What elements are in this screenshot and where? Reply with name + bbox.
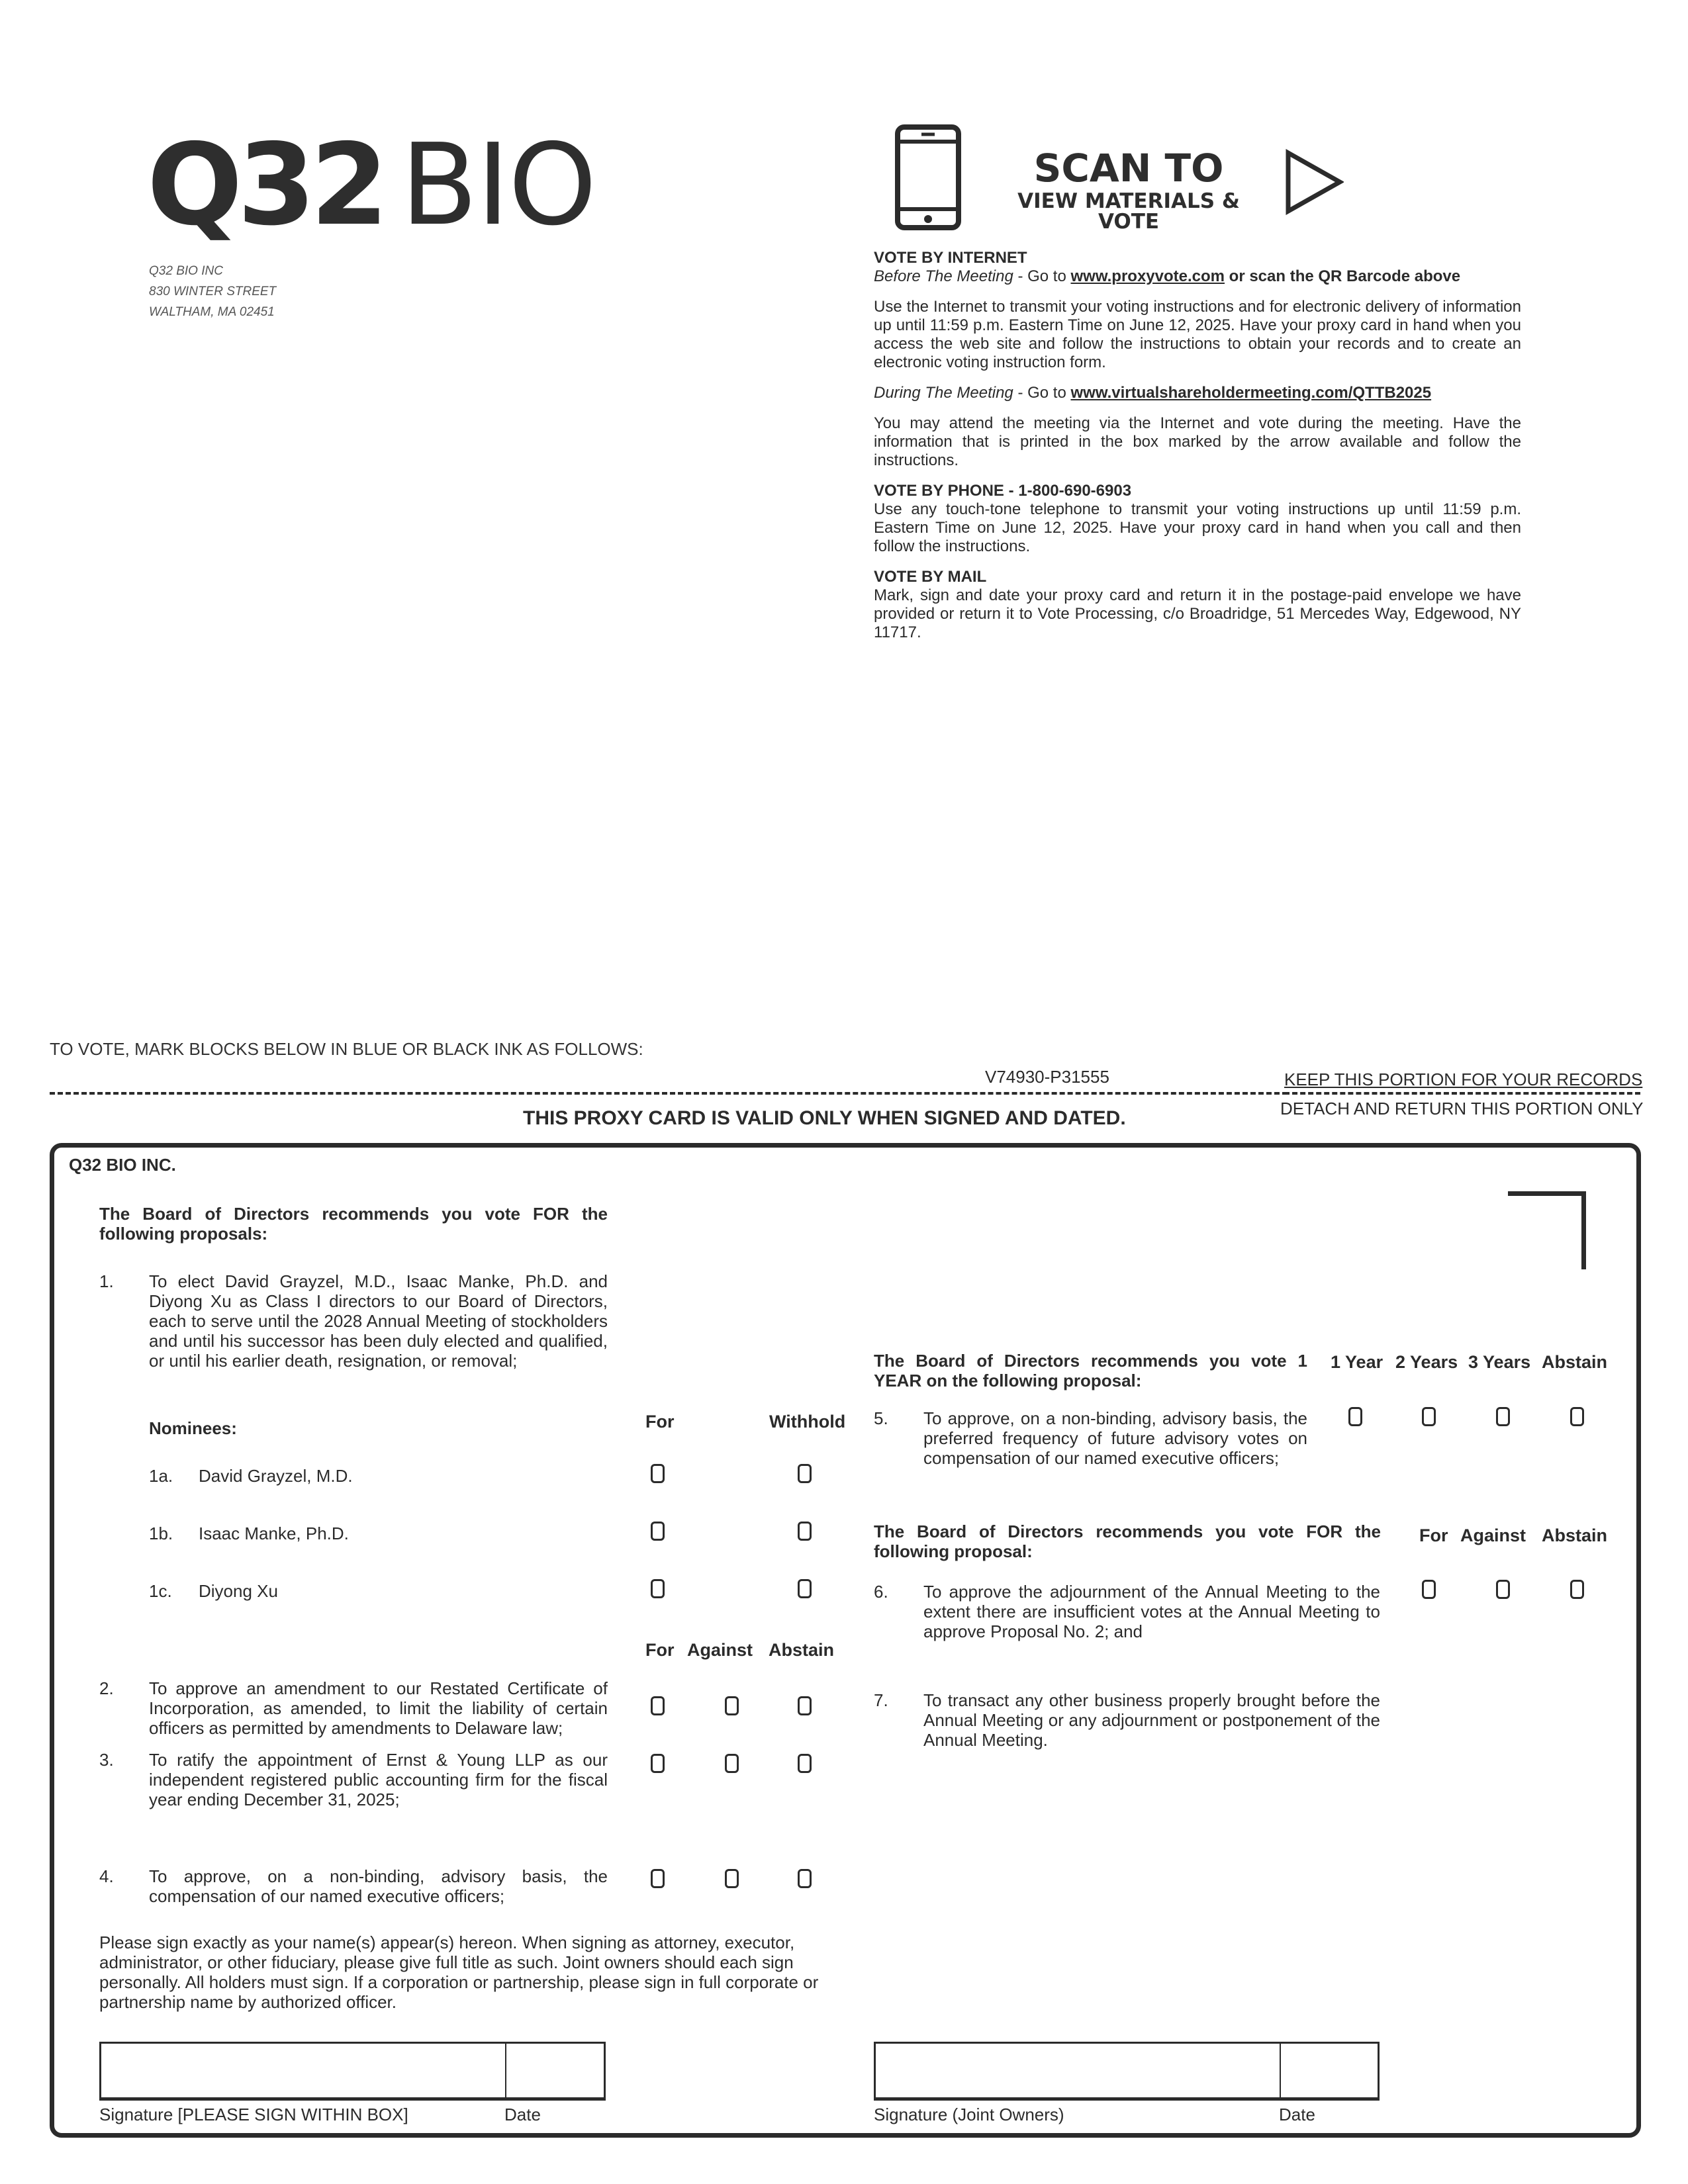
address-line: WALTHAM, MA 02451 (149, 305, 275, 319)
detach-line (1284, 1092, 1640, 1095)
col-abstain: Abstain (1542, 1352, 1608, 1372)
nominee-name: Diyong Xu (199, 1581, 278, 1601)
vote-internet-during-body: You may attend the meeting via the Internet and vote during the meeting. Have the information that is printed in the box marked by the arrow available and follow the instructions. (874, 414, 1521, 469)
date-divider (1280, 2044, 1281, 2097)
nominee-1c-withhold-checkbox[interactable] (798, 1579, 812, 1598)
scan-heading (986, 146, 1271, 234)
detach-line (50, 1092, 1288, 1095)
proposal-number: 7. (874, 1690, 888, 1710)
control-code: V74930-P31555 (985, 1067, 1109, 1087)
proposal-5-3years-checkbox[interactable] (1496, 1407, 1510, 1426)
vote-phone-heading: VOTE BY PHONE - 1-800-690-6903 (874, 482, 1132, 500)
nominee-number: 1a. (149, 1466, 173, 1486)
proposal-5-text: To approve, on a non-binding, advisory basis, the preferred frequency of future advisory votes on compensation of our named executive officers; (923, 1408, 1307, 1468)
proposal-4-against-checkbox[interactable] (725, 1869, 739, 1888)
proposal-5-1year-checkbox[interactable] (1348, 1407, 1362, 1426)
company-logo (147, 120, 596, 251)
proposal-4-abstain-checkbox[interactable] (798, 1869, 812, 1888)
col-abstain: Abstain (1542, 1525, 1608, 1545)
proposal-2-abstain-checkbox[interactable] (798, 1696, 812, 1715)
col-1-year: 1 Year (1331, 1352, 1383, 1372)
proposal-number: 1. (99, 1271, 114, 1291)
signature-box[interactable] (99, 2042, 606, 2101)
voting-instructions (874, 249, 1521, 642)
col-2-years: 2 Years (1395, 1352, 1458, 1372)
proxyvote-link[interactable]: www.proxyvote.com (1070, 267, 1225, 285)
vote-mail-heading: VOTE BY MAIL (874, 568, 987, 586)
nominee-1a-withhold-checkbox[interactable] (798, 1464, 812, 1483)
logo-mark: Q32 (147, 120, 384, 251)
proposal-6-text: To approve the adjournment of the Annual Meeting to the extent there are insufficient votes at the Annual Meeting to approve Proposal No. 2; and (923, 1582, 1380, 1641)
before-meeting-label: Before The Meeting (874, 267, 1013, 285)
proposal-3-for-checkbox[interactable] (651, 1754, 665, 1773)
col-against: Against (1460, 1525, 1526, 1545)
nominees-label: Nominees: (149, 1418, 237, 1438)
nominee-1a-for-checkbox[interactable] (651, 1464, 665, 1483)
joint-signature-box[interactable] (874, 2042, 1380, 2101)
ink-instruction: TO VOTE, MARK BLOCKS BELOW IN BLUE OR BLACK INK AS FOLLOWS: (50, 1039, 643, 1059)
valid-notice: THIS PROXY CARD IS VALID ONLY WHEN SIGNED AND DATED. (523, 1107, 1126, 1129)
proposal-7-text: To transact any other business properly brought before the Annual Meeting or any adjournment or postponement of the Annual Meeting. (923, 1690, 1380, 1750)
proposal-6-abstain-checkbox[interactable] (1570, 1580, 1584, 1599)
logo-wordmark: BIO (400, 120, 596, 251)
detach-portion: DETACH AND RETURN THIS PORTION ONLY (1280, 1099, 1644, 1118)
corner-mark (1508, 1191, 1586, 1269)
during-meeting-label: During The Meeting (874, 384, 1013, 402)
proposal-5-abstain-checkbox[interactable] (1570, 1407, 1584, 1426)
col-for: For (645, 1412, 675, 1432)
date-label: Date (504, 2105, 541, 2124)
proposal-3-text: To ratify the appointment of Ernst & Young LLP as our independent registered public accounting firm for the fiscal year ending December 31, 2025; (149, 1750, 608, 1809)
col-3-years: 3 Years (1468, 1352, 1531, 1372)
col-abstain: Abstain (769, 1640, 835, 1660)
col-for: For (645, 1640, 675, 1660)
nominee-1c-for-checkbox[interactable] (651, 1579, 665, 1598)
nominee-1b-for-checkbox[interactable] (651, 1522, 665, 1541)
col-withhold: Withhold (769, 1412, 846, 1432)
vote-internet-during (874, 384, 1521, 402)
recommend-for-heading: The Board of Directors recommends you vote FOR the following proposals: (99, 1204, 608, 1244)
signing-instructions: Please sign exactly as your name(s) appear(s) hereon. When signing as attorney, executor, administrator, or other fiduciary, please give full title as such. Joint owners should each sign personally. All holders must sign. If a corporation or partnership, please sign in full corporate or partnership name by authorized officer. (99, 1933, 819, 2012)
recommend-1year-heading: The Board of Directors recommends you vote 1 YEAR on the following proposal: (874, 1351, 1307, 1390)
go-to-text: - Go to (1013, 384, 1071, 402)
signature-label: Signature [PLEASE SIGN WITHIN BOX] (99, 2105, 408, 2124)
proposal-6-for-checkbox[interactable] (1422, 1580, 1436, 1599)
proposal-4-text: To approve, on a non-binding, advisory basis, the compensation of our named executive officers; (149, 1866, 608, 1906)
proposal-number: 4. (99, 1866, 114, 1886)
go-to-text: - Go to (1013, 267, 1071, 285)
nominee-number: 1c. (149, 1581, 172, 1601)
company-address (149, 261, 276, 322)
scan-title: SCAN TO (1033, 146, 1224, 191)
play-arrow-icon (1284, 149, 1344, 218)
nominee-1b-withhold-checkbox[interactable] (798, 1522, 812, 1541)
phone-icon (895, 124, 961, 234)
date-divider (505, 2044, 506, 2097)
proposal-2-against-checkbox[interactable] (725, 1696, 739, 1715)
proposal-3-against-checkbox[interactable] (725, 1754, 739, 1773)
date-label: Date (1279, 2105, 1315, 2124)
col-against: Against (687, 1640, 753, 1660)
proposal-2-text: To approve an amendment to our Restated Certificate of Incorporation, as amended, to limit the liability of certain officers as permitted by amendments to Delaware law; (149, 1678, 608, 1738)
proposal-number: 3. (99, 1750, 114, 1770)
address-line: Q32 BIO INC (149, 264, 223, 278)
proposal-number: 5. (874, 1408, 888, 1428)
proposal-6-against-checkbox[interactable] (1496, 1580, 1510, 1599)
address-line: 830 WINTER STREET (149, 285, 277, 298)
nominee-name: David Grayzel, M.D. (199, 1466, 353, 1486)
proposal-1-text: To elect David Grayzel, M.D., Isaac Manke, Ph.D. and Diyong Xu as Class I directors to our Board of Directors, each to serve until the 2028 Annual Meeting of stockholders and until his successor has been duly elected and qualified, or until his earlier death, resignation, or removal; (149, 1271, 608, 1371)
joint-signature-label: Signature (Joint Owners) (874, 2105, 1064, 2124)
recommend-for-single-heading: The Board of Directors recommends you vote FOR the following proposal: (874, 1522, 1381, 1561)
card-company: Q32 BIO INC. (69, 1155, 176, 1175)
vote-internet-before (874, 267, 1521, 286)
proposal-5-2years-checkbox[interactable] (1422, 1407, 1436, 1426)
proposal-number: 2. (99, 1678, 114, 1698)
proposal-4-for-checkbox[interactable] (651, 1869, 665, 1888)
vote-internet-body: Use the Internet to transmit your voting instructions and for electronic delivery of information up until 11:59 p.m. Eastern Time on June 12, 2025. Have your proxy card in hand when you access the web site and follow the instructions to obtain your records and to create an electronic voting instruction form. (874, 298, 1521, 371)
col-for: For (1419, 1525, 1448, 1545)
keep-portion: KEEP THIS PORTION FOR YOUR RECORDS (1284, 1069, 1643, 1089)
proposal-2-for-checkbox[interactable] (651, 1696, 665, 1715)
scan-subtitle: VIEW MATERIALS & VOTE (1017, 189, 1240, 234)
qr-note: or scan the QR Barcode above (1225, 267, 1461, 285)
nominee-number: 1b. (149, 1524, 173, 1543)
vote-phone-body: Use any touch-tone telephone to transmit your voting instructions up until 11:59 p.m. Eastern Time on June 12, 2025. Have your proxy card in hand when you call and then follow the instructions. (874, 500, 1521, 555)
vote-mail-body: Mark, sign and date your proxy card and return it in the postage-paid envelope we have provided or return it to Vote Processing, c/o Broadridge, 51 Mercedes Way, Edgewood, NY 11717. (874, 586, 1521, 641)
nominee-name: Isaac Manke, Ph.D. (199, 1524, 349, 1543)
vote-internet-heading: VOTE BY INTERNET (874, 249, 1027, 267)
proposal-number: 6. (874, 1582, 888, 1602)
virtual-meeting-link[interactable]: www.virtualshareholdermeeting.com/QTTB2025 (1070, 384, 1432, 402)
proposal-3-abstain-checkbox[interactable] (798, 1754, 812, 1773)
